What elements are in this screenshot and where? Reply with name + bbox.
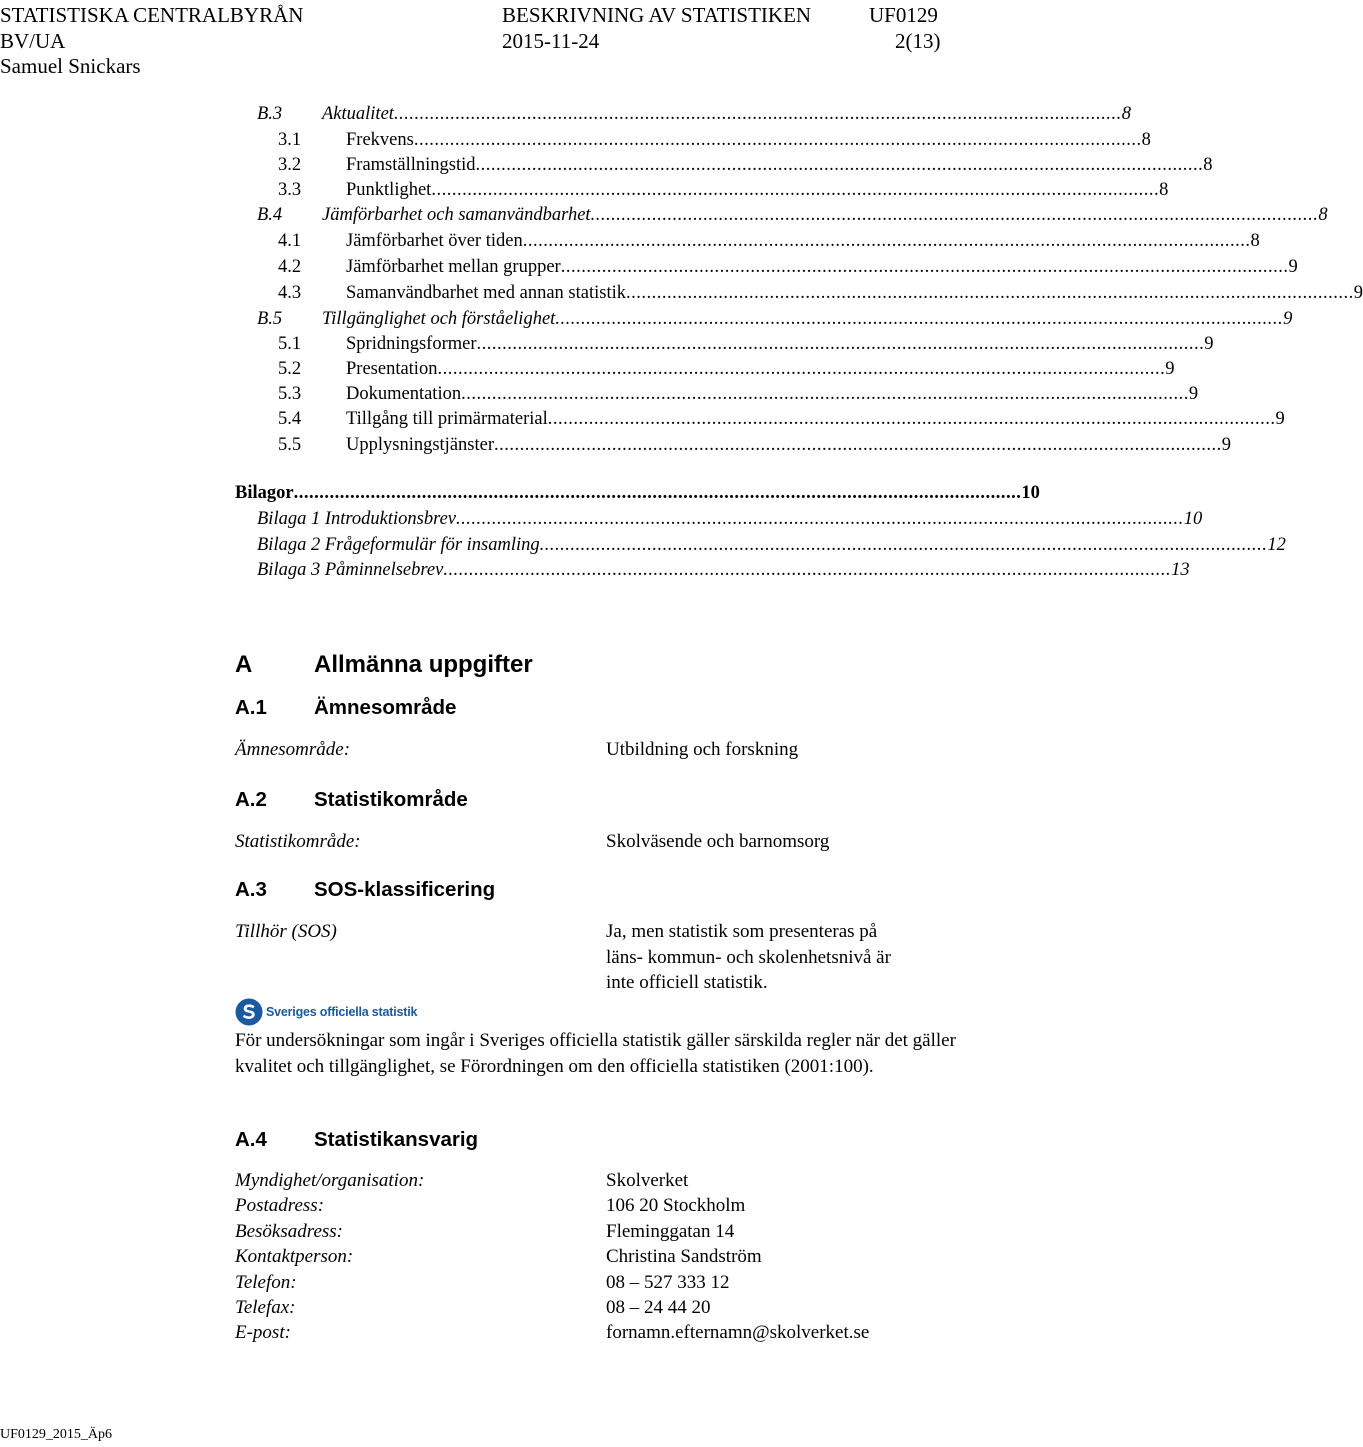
toc-page: 9 xyxy=(1221,435,1231,455)
contact-value-fax: 08 – 24 44 20 xyxy=(606,1297,711,1318)
a2-value: Skolväsende och barnomsorg xyxy=(606,831,830,852)
contact-value-contact-person: Christina Sandström xyxy=(606,1246,762,1267)
toc-label: Spridningsformer xyxy=(346,334,477,354)
toc-number: 4.1 xyxy=(278,231,302,251)
contact-label-visiting-address: Besöksadress: xyxy=(235,1221,343,1242)
toc-number: 3.1 xyxy=(278,130,302,150)
toc-page: 8 xyxy=(1250,231,1260,251)
sos-paragraph: För undersökningar som ingår i Sveriges officiella statistik gäller särskilda regler när det gäller kvalitet och tillgänglighet, se Förordningen om den officiella statistiken (2001:100). xyxy=(235,1030,956,1077)
toc-entry[interactable]: 4.1 Jämförbarhet över tiden .............................................................................................................................................. 8 xyxy=(0,229,960,254)
contact-label-phone: Telefon: xyxy=(235,1272,297,1293)
toc-number: 4.3 xyxy=(278,283,302,303)
toc-page: 8 xyxy=(1318,205,1328,225)
toc-entry[interactable]: 3.3 Punktlighet .............................................................................................................................................. 8 xyxy=(0,178,960,203)
toc-entry[interactable]: B.4 Jämförbarhet och samanvändbarhet .............................................................................................................................................. 8 xyxy=(0,203,960,228)
toc-entry[interactable]: Bilaga 1 Introduktionsbrev .............................................................................................................................................. 10 xyxy=(0,507,960,532)
toc-entry[interactable]: 3.2 Framställningstid .............................................................................................................................................. 8 xyxy=(0,153,960,178)
toc-label: Tillgång till primärmaterial xyxy=(346,409,548,429)
a3-value-line-3: inte officiell statistik. xyxy=(606,972,768,993)
toc-page: 12 xyxy=(1267,535,1286,555)
toc-page: 9 xyxy=(1188,384,1199,404)
contact-value-phone: 08 – 527 333 12 xyxy=(606,1272,730,1293)
toc-entry[interactable]: 5.4 Tillgång till primärmaterial .............................................................................................................................................. 9 xyxy=(0,407,960,432)
a2-number: A.2 xyxy=(235,788,267,811)
toc-label: Bilaga 3 Påminnelsebrev xyxy=(257,560,444,580)
toc-page: 10 xyxy=(1021,483,1040,503)
toc-label: Dokumentation xyxy=(346,384,462,404)
header-page: 2(13) xyxy=(895,29,941,53)
toc-entry[interactable]: Bilaga 2 Frågeformulär för insamling .............................................................................................................................................. 12 xyxy=(0,533,960,558)
toc-number: 4.2 xyxy=(278,257,302,277)
toc-entry[interactable]: Bilaga 3 Påminnelsebrev .............................................................................................................................................. 13 xyxy=(0,558,960,583)
header-org: STATISTISKA CENTRALBYRÅN xyxy=(0,3,304,27)
toc-label: Tillgänglighet och förståelighet xyxy=(322,309,556,329)
toc-page: 9 xyxy=(1353,283,1363,303)
toc-entry[interactable]: 4.3 Samanvändbarhet med annan statistik .............................................................................................................................................. 9 xyxy=(0,281,960,306)
toc-number: B.5 xyxy=(257,309,283,329)
toc-entry[interactable]: Bilagor .............................................................................................................................................. 10 xyxy=(0,481,960,506)
section-a-title: Allmänna uppgifter xyxy=(314,651,533,678)
toc-page: 9 xyxy=(1165,359,1175,379)
header-unit: BV/UA xyxy=(0,29,66,53)
toc-entry[interactable]: B.3 Aktualitet .............................................................................................................................................. 8 xyxy=(0,102,960,127)
header-doc-code: UF0129 xyxy=(869,3,938,27)
toc-entry[interactable]: B.5 Tillgänglighet och förståelighet .............................................................................................................................................. 9 xyxy=(0,307,960,332)
toc-number: 3.3 xyxy=(278,180,302,200)
section-a-number: A xyxy=(235,651,253,678)
toc-number: 3.2 xyxy=(278,155,302,175)
contact-label-postal-address: Postadress: xyxy=(235,1195,325,1216)
toc-page: 9 xyxy=(1275,409,1285,429)
toc-label: Jämförbarhet över tiden xyxy=(346,231,523,251)
header-doc-type: BESKRIVNING AV STATISTIKEN xyxy=(502,3,812,27)
a3-value-line-2: läns- kommun- och skolenhetsnivå är xyxy=(606,947,891,968)
footer-code: UF0129_2015_Äp6 xyxy=(0,1427,113,1442)
toc-page: 9 xyxy=(1204,334,1214,354)
contact-label-fax: Telefax: xyxy=(235,1297,296,1318)
toc-label: Framställningstid xyxy=(346,155,476,175)
toc-entry[interactable]: 5.3 Dokumentation .............................................................................................................................................. 9 xyxy=(0,382,960,407)
toc-label: Bilaga 2 Frågeformulär för insamling xyxy=(257,535,540,555)
contact-value-email[interactable]: fornamn.efternamn@skolverket.se xyxy=(606,1322,870,1343)
a1-value: Utbildning och forskning xyxy=(606,739,799,760)
a2-title: Statistikområde xyxy=(314,788,468,811)
contact-label-contact-person: Kontaktperson: xyxy=(235,1246,354,1267)
toc-number: 5.2 xyxy=(278,359,302,379)
toc-label: Punktlighet xyxy=(346,180,432,200)
toc-label: Aktualitet xyxy=(322,104,394,124)
a3-number: A.3 xyxy=(235,878,267,901)
toc-page: 10 xyxy=(1183,509,1203,529)
toc-number: 5.5 xyxy=(278,435,302,455)
toc-entry[interactable]: 5.1 Spridningsformer .............................................................................................................................................. 9 xyxy=(0,332,960,357)
header-date: 2015-11-24 xyxy=(502,29,600,53)
toc-label: Frekvens xyxy=(346,130,414,150)
contact-label-organisation: Myndighet/organisation: xyxy=(235,1170,425,1191)
toc-label: Jämförbarhet och samanvändbarhet xyxy=(322,205,591,225)
toc-page: 8 xyxy=(1203,155,1213,175)
a3-label: Tillhör (SOS) xyxy=(235,921,337,942)
toc-number: 5.3 xyxy=(278,384,302,404)
a3-title: SOS-klassificering xyxy=(314,878,496,901)
toc-page: 9 xyxy=(1283,309,1293,329)
sos-logo-icon xyxy=(235,998,263,1026)
contact-value-organisation: Skolverket xyxy=(606,1170,689,1191)
a1-title: Ämnesområde xyxy=(314,696,457,719)
toc-page: 9 xyxy=(1288,257,1298,277)
toc-entry[interactable]: 5.5 Upplysningstjänster .............................................................................................................................................. 9 xyxy=(0,433,960,458)
toc-label: Upplysningstjänster xyxy=(346,435,494,455)
a3-value-line-1: Ja, men statistik som presenteras på xyxy=(606,921,878,942)
contact-label-email: E-post: xyxy=(235,1322,291,1343)
a4-title: Statistikansvarig xyxy=(314,1128,479,1151)
sos-logo xyxy=(235,997,417,1027)
toc-number: B.3 xyxy=(257,104,283,124)
toc-page: 8 xyxy=(1159,180,1169,200)
toc-entry[interactable]: 4.2 Jämförbarhet mellan grupper .............................................................................................................................................. 9 xyxy=(0,255,960,280)
a1-number: A.1 xyxy=(235,696,267,719)
toc-entry[interactable]: 3.1 Frekvens .............................................................................................................................................. 8 xyxy=(0,128,960,153)
sos-logo-text: Sveriges officiella statistik xyxy=(266,1005,418,1019)
a1-label: Ämnesområde: xyxy=(235,739,351,760)
toc-number: 5.4 xyxy=(278,409,302,429)
toc-page: 13 xyxy=(1171,560,1190,580)
header-author: Samuel Snickars xyxy=(0,54,141,78)
toc-number: B.4 xyxy=(257,205,283,225)
toc-label: Jämförbarhet mellan grupper xyxy=(346,257,561,277)
toc-label: Presentation xyxy=(346,359,438,379)
toc-label: Bilaga 1 Introduktionsbrev xyxy=(257,509,457,529)
a2-label: Statistikområde: xyxy=(235,831,361,852)
toc-page: 8 xyxy=(1121,104,1131,124)
contact-value-visiting-address: Fleminggatan 14 xyxy=(606,1221,735,1242)
a4-number: A.4 xyxy=(235,1128,267,1151)
toc-label: Bilagor xyxy=(235,483,294,503)
contact-value-postal-address: 106 20 Stockholm xyxy=(606,1195,746,1216)
toc-entry[interactable]: 5.2 Presentation .............................................................................................................................................. 9 xyxy=(0,357,960,382)
toc-page: 8 xyxy=(1141,130,1151,150)
toc-label: Samanvändbarhet med annan statistik xyxy=(346,283,626,303)
toc-number: 5.1 xyxy=(278,334,302,354)
